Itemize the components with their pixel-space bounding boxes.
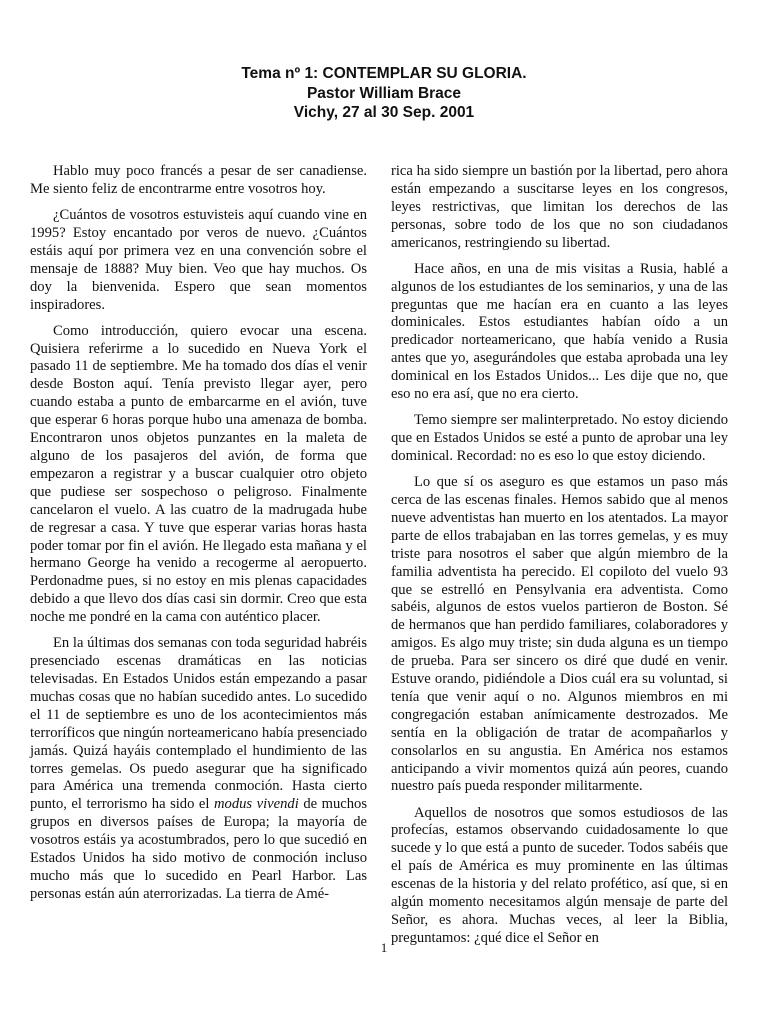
right-column	[391, 163, 728, 956]
document-header	[0, 64, 768, 123]
paragraph: Temo siempre ser malinterpretado. No estoy diciendo que en Estados Unidos se esté a punto de aprobar una ley dominical. Recordad: no es eso lo que estoy diciendo.	[391, 412, 728, 464]
paragraph: Lo que sí os aseguro es que estamos un paso más cerca de las escenas finales. Hemos sabido que al menos nueve adventistas han muerto en los atentados. La mayor parte de ellos trabajaban en las torres gemelas, y es muy triste para nosotros el saber que algún miembro de la familia adventista ha perecido. El copiloto del vuelo 93 que se estrelló en Pensylvania era adventista. Como sabéis, algunos de estos vuelos partieron de Boston. Sé de hermanos que han perdido familiares, colaboradores y amigos. Es algo muy triste; sin duda alguna es un tiempo de prueba. Para ser sincero os diré que dudé en venir. Estuve orando, pidiéndole a Dios cuál era su voluntad, si tenía que venir aquí o no. Algunos miembros en mi congregación estaban anímicamente destrozados. Me sentía en la obligación de tratar de acompañarlos y consolarlos en su angustia. En América nos estamos anticipando a vivir momentos quizá aún peores, cuando nuestro país pueda responder militarmente.	[391, 474, 728, 795]
paragraph-text: En la últimas dos semanas con toda seguridad habréis presenciado escenas dramáticas en las noticias televisadas. En Estados Unidos están empezando a pasar muchas cosas que no habían sucedido antes. Lo sucedido el 11 de septiembre es uno de los acontecimientos más terroríficos que ningún norteamericano había presenciado jamás. Quizá hayáis contemplado el hundimiento de las torres gemelas. Os puedo asegurar que ha significado para América una tremenda conmoción. Hasta cierto punto, el terrorismo ha sido el	[30, 635, 367, 813]
document-title: Tema nº 1: CONTEMPLAR SU GLORIA.	[241, 65, 527, 82]
left-column	[30, 163, 367, 912]
paragraph: Hablo muy poco francés a pesar de ser canadiense. Me siento feliz de encontrarme entre vosotros hoy.	[30, 163, 367, 197]
page-number: 1	[380, 940, 388, 955]
paragraph: Como introducción, quiero evocar una escena. Quisiera referirme a lo sucedido en Nueva York el pasado 11 de septiembre. Me ha tomado dos días el venir desde Boston aquí. Tenía previsto llegar ayer, pero cuando estaba a punto de embarcarme en el avión, tuve que esperar 6 horas porque hubo una amenaza de bomba. Encontraron unos objetos punzantes en la maleta de alguno de los pasajeros del avión, de forma que empezaron a registrar y a buscar cualquier otro objeto que pudiese ser sospechoso o peligroso. Finalmente cancelaron el vuelo. A las cuatro de la madrugada hube de regresar a casa. Y tuve que esperar varias horas hasta poder tomar por fin el avión. He llegado esta mañana y el hermano George ha venido a recogerme al aeropuerto. Perdonadme pues, si no estoy en mis plenas capacidades debido a que llevo dos días casi sin dormir. Creo que esta noche me pondré en la cama con auténtico placer.	[30, 322, 367, 626]
paragraph: Hace años, en una de mis visitas a Rusia, hablé a algunos de los estudiantes de los seminarios, y una de las preguntas que me hacían era en cuanto a las leyes dominicales. Estos estudiantes habían oído a un predicador norteamericano, que había venido a Rusia antes que yo, asegurándoles que estaba aprobada una ley dominical en los Estados Unidos... Les dije que no, que eso no era así, que no era cierto.	[391, 260, 728, 403]
italic-phrase: modus vivendi	[214, 796, 299, 813]
document-place-date: Vichy, 27 al 30 Sep. 2001	[293, 104, 475, 121]
paragraph: ¿Cuántos de vosotros estuvisteis aquí cuando vine en 1995? Estoy encantado por veros de nuevo. ¿Cuántos estáis aquí por primera vez en una convención sobre el mensaje de 1888? Muy bien. Veo que hay muchos. Os doy la bienvenida. Espero que sean momentos inspiradores.	[30, 207, 367, 313]
paragraph	[30, 635, 367, 904]
paragraph: Aquellos de nosotros que somos estudiosos de las profecías, estamos observando cuidadosamente lo que sucede y lo que está a punto de suceder. Todos sabéis que el país de América es muy prominente en las últimas escenas de la historia y del relato profético, así que, si en algún momento necesitamos algún mensaje de parte del Señor, es ahora. Muchas veces, al leer la Biblia, preguntamos: ¿qué dice el Señor en	[391, 804, 728, 946]
paragraph-text: de muchos grupos en diversos países de Europa; la mayoría de vosotros estáis ya acostumbrados, pero lo que sucedió en Estados Unidos ha sido motivo de conmoción incluso mucho más que lo sucedido en Pearl Harbor. Las personas están aún aterrorizadas. La tierra de Amé-	[30, 796, 368, 902]
paragraph-continued: rica ha sido siempre un bastión por la libertad, pero ahora están empezando a suscitarse leyes en los congresos, leyes restrictivas, que limitan los derechos de las personas, sobre todo de los que no son ciudadanos americanos, restringiendo su libertad.	[391, 163, 728, 251]
document-author: Pastor William Brace	[306, 84, 462, 102]
